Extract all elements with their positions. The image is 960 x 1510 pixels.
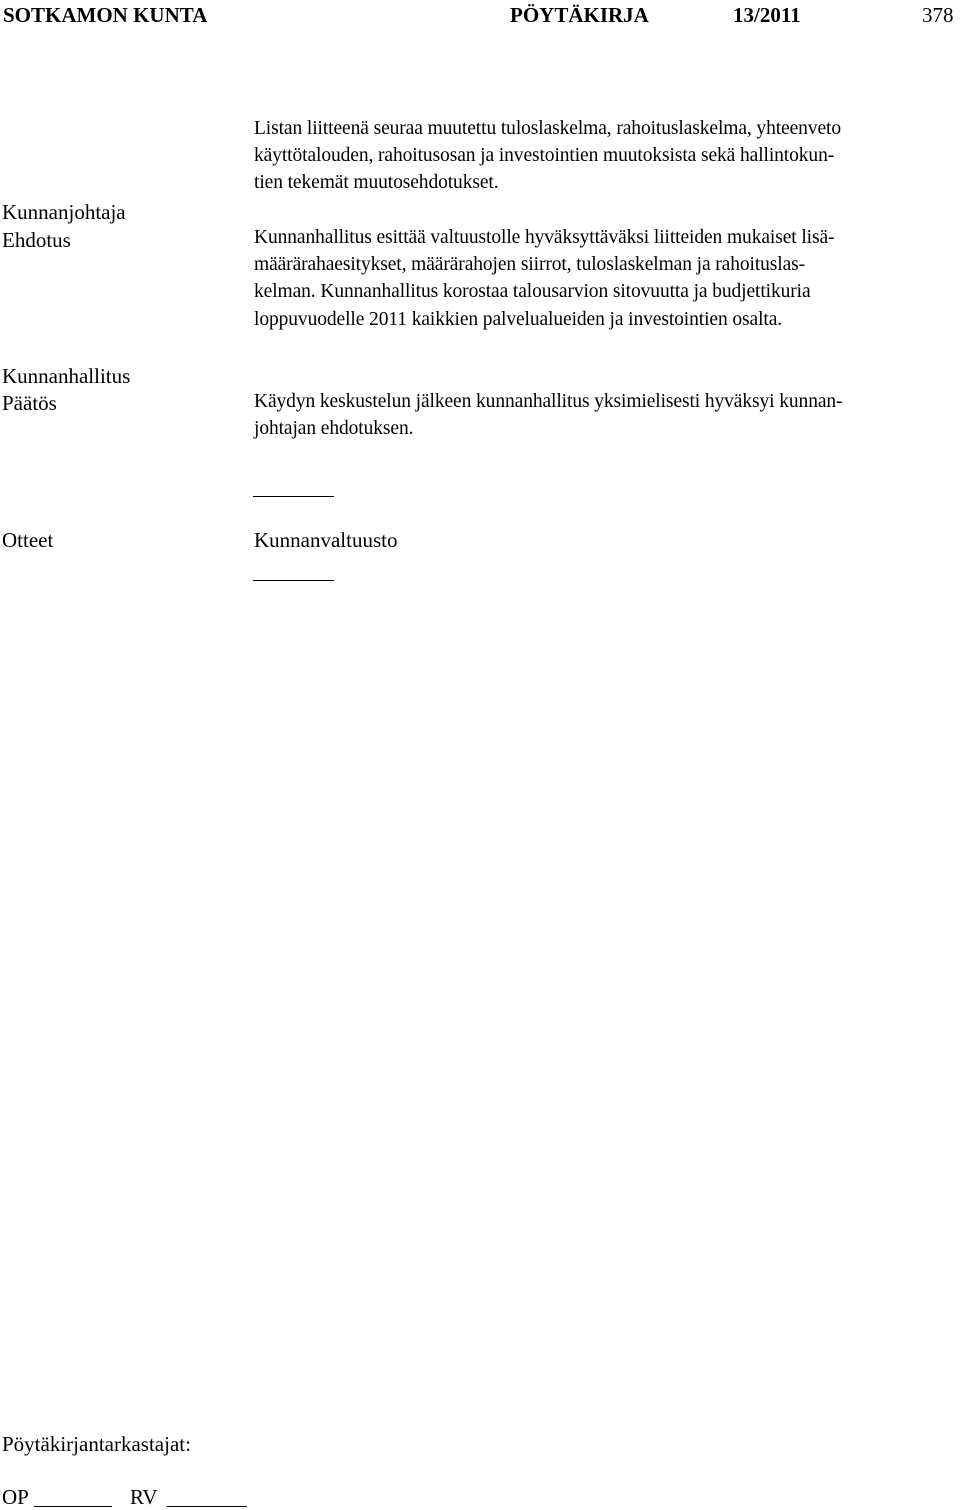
decision-body-label: Kunnanhallitus [2,364,131,388]
decision-label: Päätös [2,391,57,415]
signature-line [34,1506,112,1507]
document-number: 13/2011 [733,3,801,27]
proposal-line: kelman. Kunnanhallitus korostaa talousarvion sitovuutta ja budjettikuria [254,281,811,302]
extracts-recipient: Kunnanvaltuusto [254,528,398,552]
reviewers-label: Pöytäkirjantarkastajat: [2,1432,191,1456]
decision-line: johtajan ehdotuksen. [254,418,414,439]
page-number: 378 [922,3,954,27]
proposal-line: loppuvuodelle 2011 kaikkien palvelualueiden ja investointien osalta. [254,309,783,330]
reviewer-2-initials: RV [130,1485,158,1509]
reviewer-1-initials: OP [2,1485,29,1509]
proposal-line: Kunnanhallitus esittää valtuustolle hyväksyttäväksi liitteiden mukaiset lisä- [254,227,835,248]
organization-name: SOTKAMON KUNTA [3,3,208,27]
intro-line: Listan liitteenä seuraa muutettu tuloslaskelma, rahoituslaskelma, yhteenveto [254,118,841,139]
signature-line [167,1506,247,1507]
separator-line [253,496,334,497]
extracts-label: Otteet [2,528,54,552]
proposal-author-label: Kunnanjohtaja [2,200,126,224]
separator-line [253,580,334,581]
proposal-line: määrärahaesitykset, määrärahojen siirrot, tuloslaskelman ja rahoituslas- [254,254,806,275]
decision-line: Käydyn keskustelun jälkeen kunnanhallitus yksimielisesti hyväksyi kunnan- [254,391,843,412]
proposal-label: Ehdotus [2,228,71,252]
document-type: PÖYTÄKIRJA [510,3,649,27]
intro-line: tien tekemät muutosehdotukset. [254,172,499,193]
intro-line: käyttötalouden, rahoitusosan ja investointien muutoksista sekä hallintokun- [254,145,835,166]
